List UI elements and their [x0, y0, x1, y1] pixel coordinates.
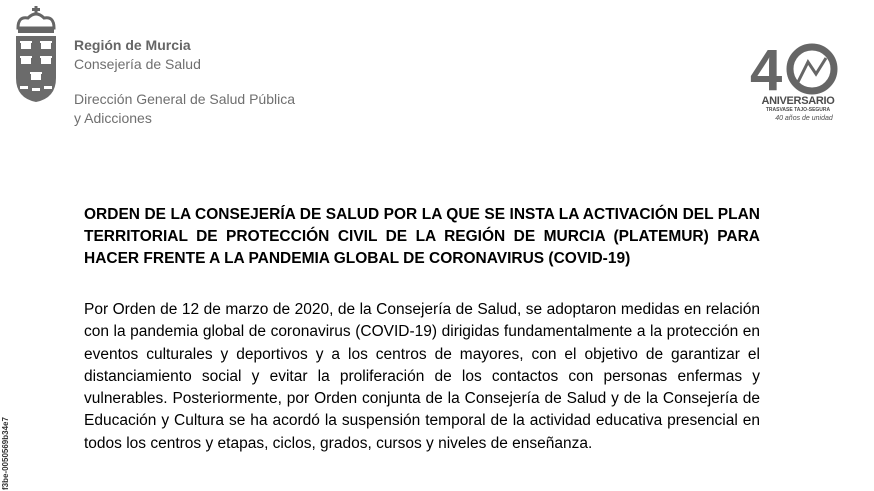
- anniversary-caption: [748, 95, 848, 123]
- department-block: [74, 90, 295, 128]
- letterhead: [0, 0, 874, 140]
- anniversary-tagline: 40 años de unidad: [775, 115, 833, 122]
- anniversary-sublabel: TRASVASE TAJO-SEGURA: [765, 107, 831, 113]
- direccion-line-2: y Adicciones: [74, 110, 152, 126]
- margin-verification-code: f3be-0050569b34e7: [1, 417, 10, 490]
- svg-text:4: 4: [750, 38, 783, 103]
- consejeria-name: Consejería de Salud: [74, 56, 201, 72]
- direccion-line-1: Dirección General de Salud Pública: [74, 91, 296, 107]
- organization-block: [74, 36, 201, 74]
- anniversary-label: ANIVERSARIO: [761, 95, 835, 107]
- coat-of-arms-icon: [10, 6, 62, 106]
- org-name: Región de Murcia: [74, 37, 191, 53]
- document-paragraph: Por Orden de 12 de marzo de 2020, de la Consejería de Salud, se adoptaron medidas en relación con la pandemia global de coronavirus (COVID-19) dirigidas fundamentalmente a la protección en eventos culturales y deportivos y a los centros de mayores, con el objetivo de garantizar el distanciamiento social y evitar la proliferación de los contactos con personas enfermas y vulnerables. Posteriormente, por Orden conjunta de la Consejería de Salud y de la Consejería de Educación y Cultura se ha acordó la suspensión temporal de la actividad educativa presencial en todos los centros y etapas, ciclos, grados, cursos y niveles de enseñanza.: [84, 301, 760, 452]
- document-title: ORDEN DE LA CONSEJERÍA DE SALUD POR LA QUE SE INSTA LA ACTIVACIÓN DEL PLAN TERRITORIAL DE PROTECCIÓN CIVIL DE LA REGIÓN DE MURCIA (PLATEMUR) PARA HACER FRENTE A LA PANDEMIA GLOBAL DE CORONAVIRUS (COVID-19): [84, 206, 760, 267]
